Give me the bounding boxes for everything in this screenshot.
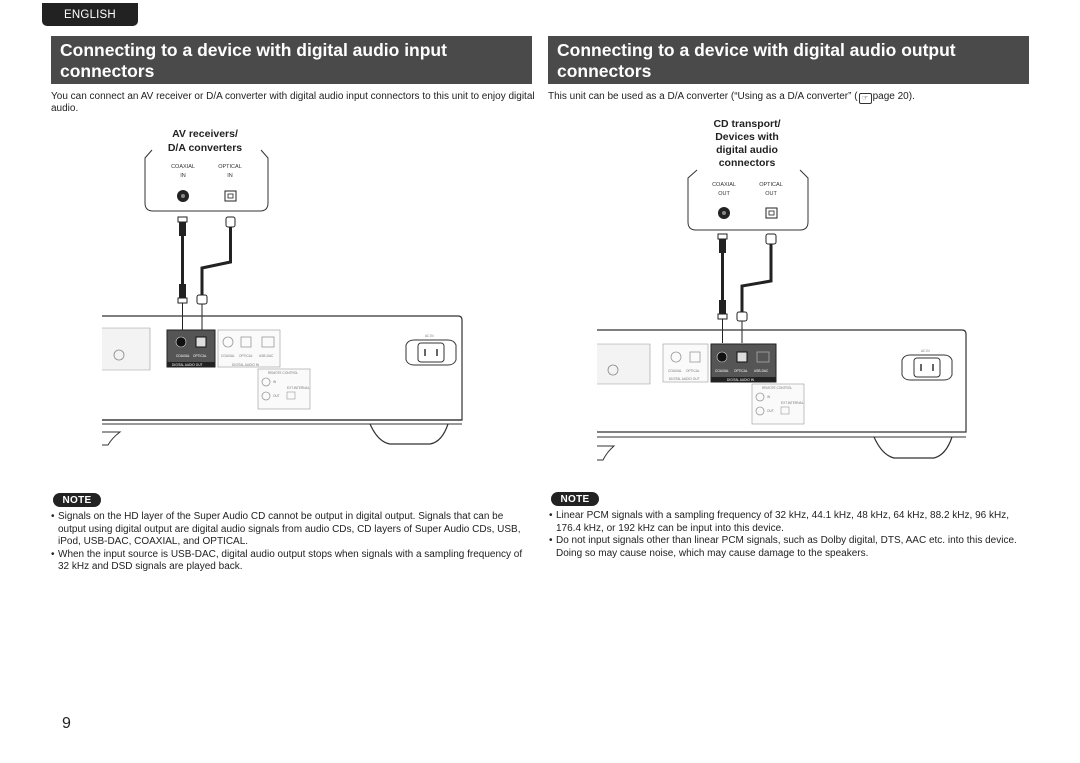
panel-label-usb-dac: USB-DAC xyxy=(259,354,274,358)
port-label-optical: OPTICAL xyxy=(759,182,783,188)
heading-line-2: connectors xyxy=(60,61,155,81)
panel-label-ext-int: EXT.INTERNAL xyxy=(287,386,310,390)
list-item xyxy=(549,510,1031,535)
intro-text-left: You can connect an AV receiver or D/A converter with digital audio input connectors to this unit to enjoy digital audio. xyxy=(51,91,535,114)
coaxial-cable xyxy=(178,217,187,303)
panel-label-coaxial: COAXIAL xyxy=(176,354,190,358)
right-diagram xyxy=(597,118,966,460)
port-label-coaxial: COAXIAL xyxy=(712,182,736,188)
intro-text-part2: page 20). xyxy=(872,91,915,102)
note-badge: NOTE xyxy=(53,493,101,507)
panel-label-remote: REMOTE CONTROL xyxy=(762,386,793,390)
device-label-line4: connectors xyxy=(718,157,776,169)
port-label-out: OUT xyxy=(718,191,730,197)
panel-label-optical: OPTICAL xyxy=(193,354,207,358)
panel-label-digital-out: DIGITAL AUDIO OUT xyxy=(669,377,700,381)
panel-label-coaxial: COAXIAL xyxy=(668,369,682,373)
heading-line-1: Connecting to a device with digital audio output xyxy=(557,40,956,60)
language-tab: ENGLISH xyxy=(42,3,138,26)
optical-cable xyxy=(197,217,235,330)
device-label-line2: Devices with xyxy=(715,131,779,143)
port-label-out: OUT xyxy=(765,191,777,197)
notes-list-right xyxy=(549,510,1031,560)
panel-label-coaxial: COAXIAL xyxy=(221,354,235,358)
optical-cable xyxy=(737,234,776,343)
list-item xyxy=(51,549,533,574)
bullet: • xyxy=(549,535,553,546)
left-diagram xyxy=(102,128,462,445)
rear-panel xyxy=(102,316,462,445)
optical-jack-icon xyxy=(766,208,777,218)
panel-label-digital-in: DIGITAL AUDIO IN xyxy=(232,363,259,367)
page-ref-icon: ☞ xyxy=(859,93,872,104)
panel-label-out: OUT xyxy=(767,409,774,413)
note-text: Signals on the HD layer of the Super Audio CD cannot be output in digital output. Signals that can be output using digital output are digital audio signals from audio CDs, CD layers of Super Audio CDs, USB, iPod, USB-DAC, COAXIAL, and OPTICAL. xyxy=(58,511,521,547)
rear-panel xyxy=(597,330,966,460)
device-label-line1: CD transport/ xyxy=(713,118,781,130)
panel-label-remote: REMOTE CONTROL xyxy=(268,371,299,375)
panel-label-optical: OPTICAL xyxy=(686,369,700,373)
list-item xyxy=(549,535,1031,560)
panel-label-digital-out: DIGITAL AUDIO OUT xyxy=(172,363,203,367)
ac-inlet-icon xyxy=(902,355,952,380)
bullet: • xyxy=(51,511,55,522)
device-label-line1: AV receivers/ xyxy=(172,128,238,140)
panel-label-coaxial: COAXIAL xyxy=(715,369,729,373)
note-text: Linear PCM signals with a sampling frequency of 32 kHz, 44.1 kHz, 48 kHz, 64 kHz, 88.2 kHz, 96 kHz, 176.4 kHz, or 192 kHz can be input into this device. xyxy=(556,510,1009,534)
ac-inlet-icon xyxy=(406,340,456,365)
note-text: Do not input signals other than linear PCM signals, such as Dolby digital, DTS, AAC etc. into this device. Doing so may cause noise, which may cause damage to the speakers. xyxy=(556,535,1017,559)
coaxial-cable xyxy=(718,234,727,343)
device-label-line2: D/A converters xyxy=(167,142,243,154)
panel-label-optical: OPTICAL xyxy=(239,354,253,358)
panel-label-ext-int: EXT.INTERNAL xyxy=(781,401,804,405)
list-item xyxy=(51,511,533,549)
notes-list-left xyxy=(51,511,533,574)
device-label-line3: digital audio xyxy=(716,144,778,156)
panel-label-in: IN xyxy=(273,380,277,384)
panel-label-optical: OPTICAL xyxy=(734,369,748,373)
bullet: • xyxy=(549,510,553,521)
intro-text-part1: This unit can be used as a D/A converter (“Using as a D/A converter” ( xyxy=(548,91,858,102)
panel-label-out: OUT xyxy=(273,394,280,398)
optical-jack-icon xyxy=(225,191,236,201)
port-label-coaxial: COAXIAL xyxy=(171,164,195,170)
panel-label-ac-in: AC IN xyxy=(921,349,930,353)
panel-label-ac-in: AC IN xyxy=(425,334,434,338)
port-label-in: IN xyxy=(227,173,233,179)
heading-line-1: Connecting to a device with digital audio input xyxy=(60,40,447,60)
port-label-in: IN xyxy=(180,173,186,179)
port-label-optical: OPTICAL xyxy=(218,164,242,170)
page-number: 9 xyxy=(62,715,71,732)
note-text: When the input source is USB-DAC, digital audio output stops when signals with a sampling frequency of 32 kHz and DSD signals are played back. xyxy=(58,548,523,572)
panel-label-usb-dac: USB-DAC xyxy=(754,369,769,373)
bullet: • xyxy=(51,548,55,560)
panel-label-in: IN xyxy=(767,395,771,399)
note-badge: NOTE xyxy=(551,492,599,506)
panel-label-digital-in: DIGITAL AUDIO IN xyxy=(727,378,754,382)
heading-line-2: connectors xyxy=(557,61,652,81)
